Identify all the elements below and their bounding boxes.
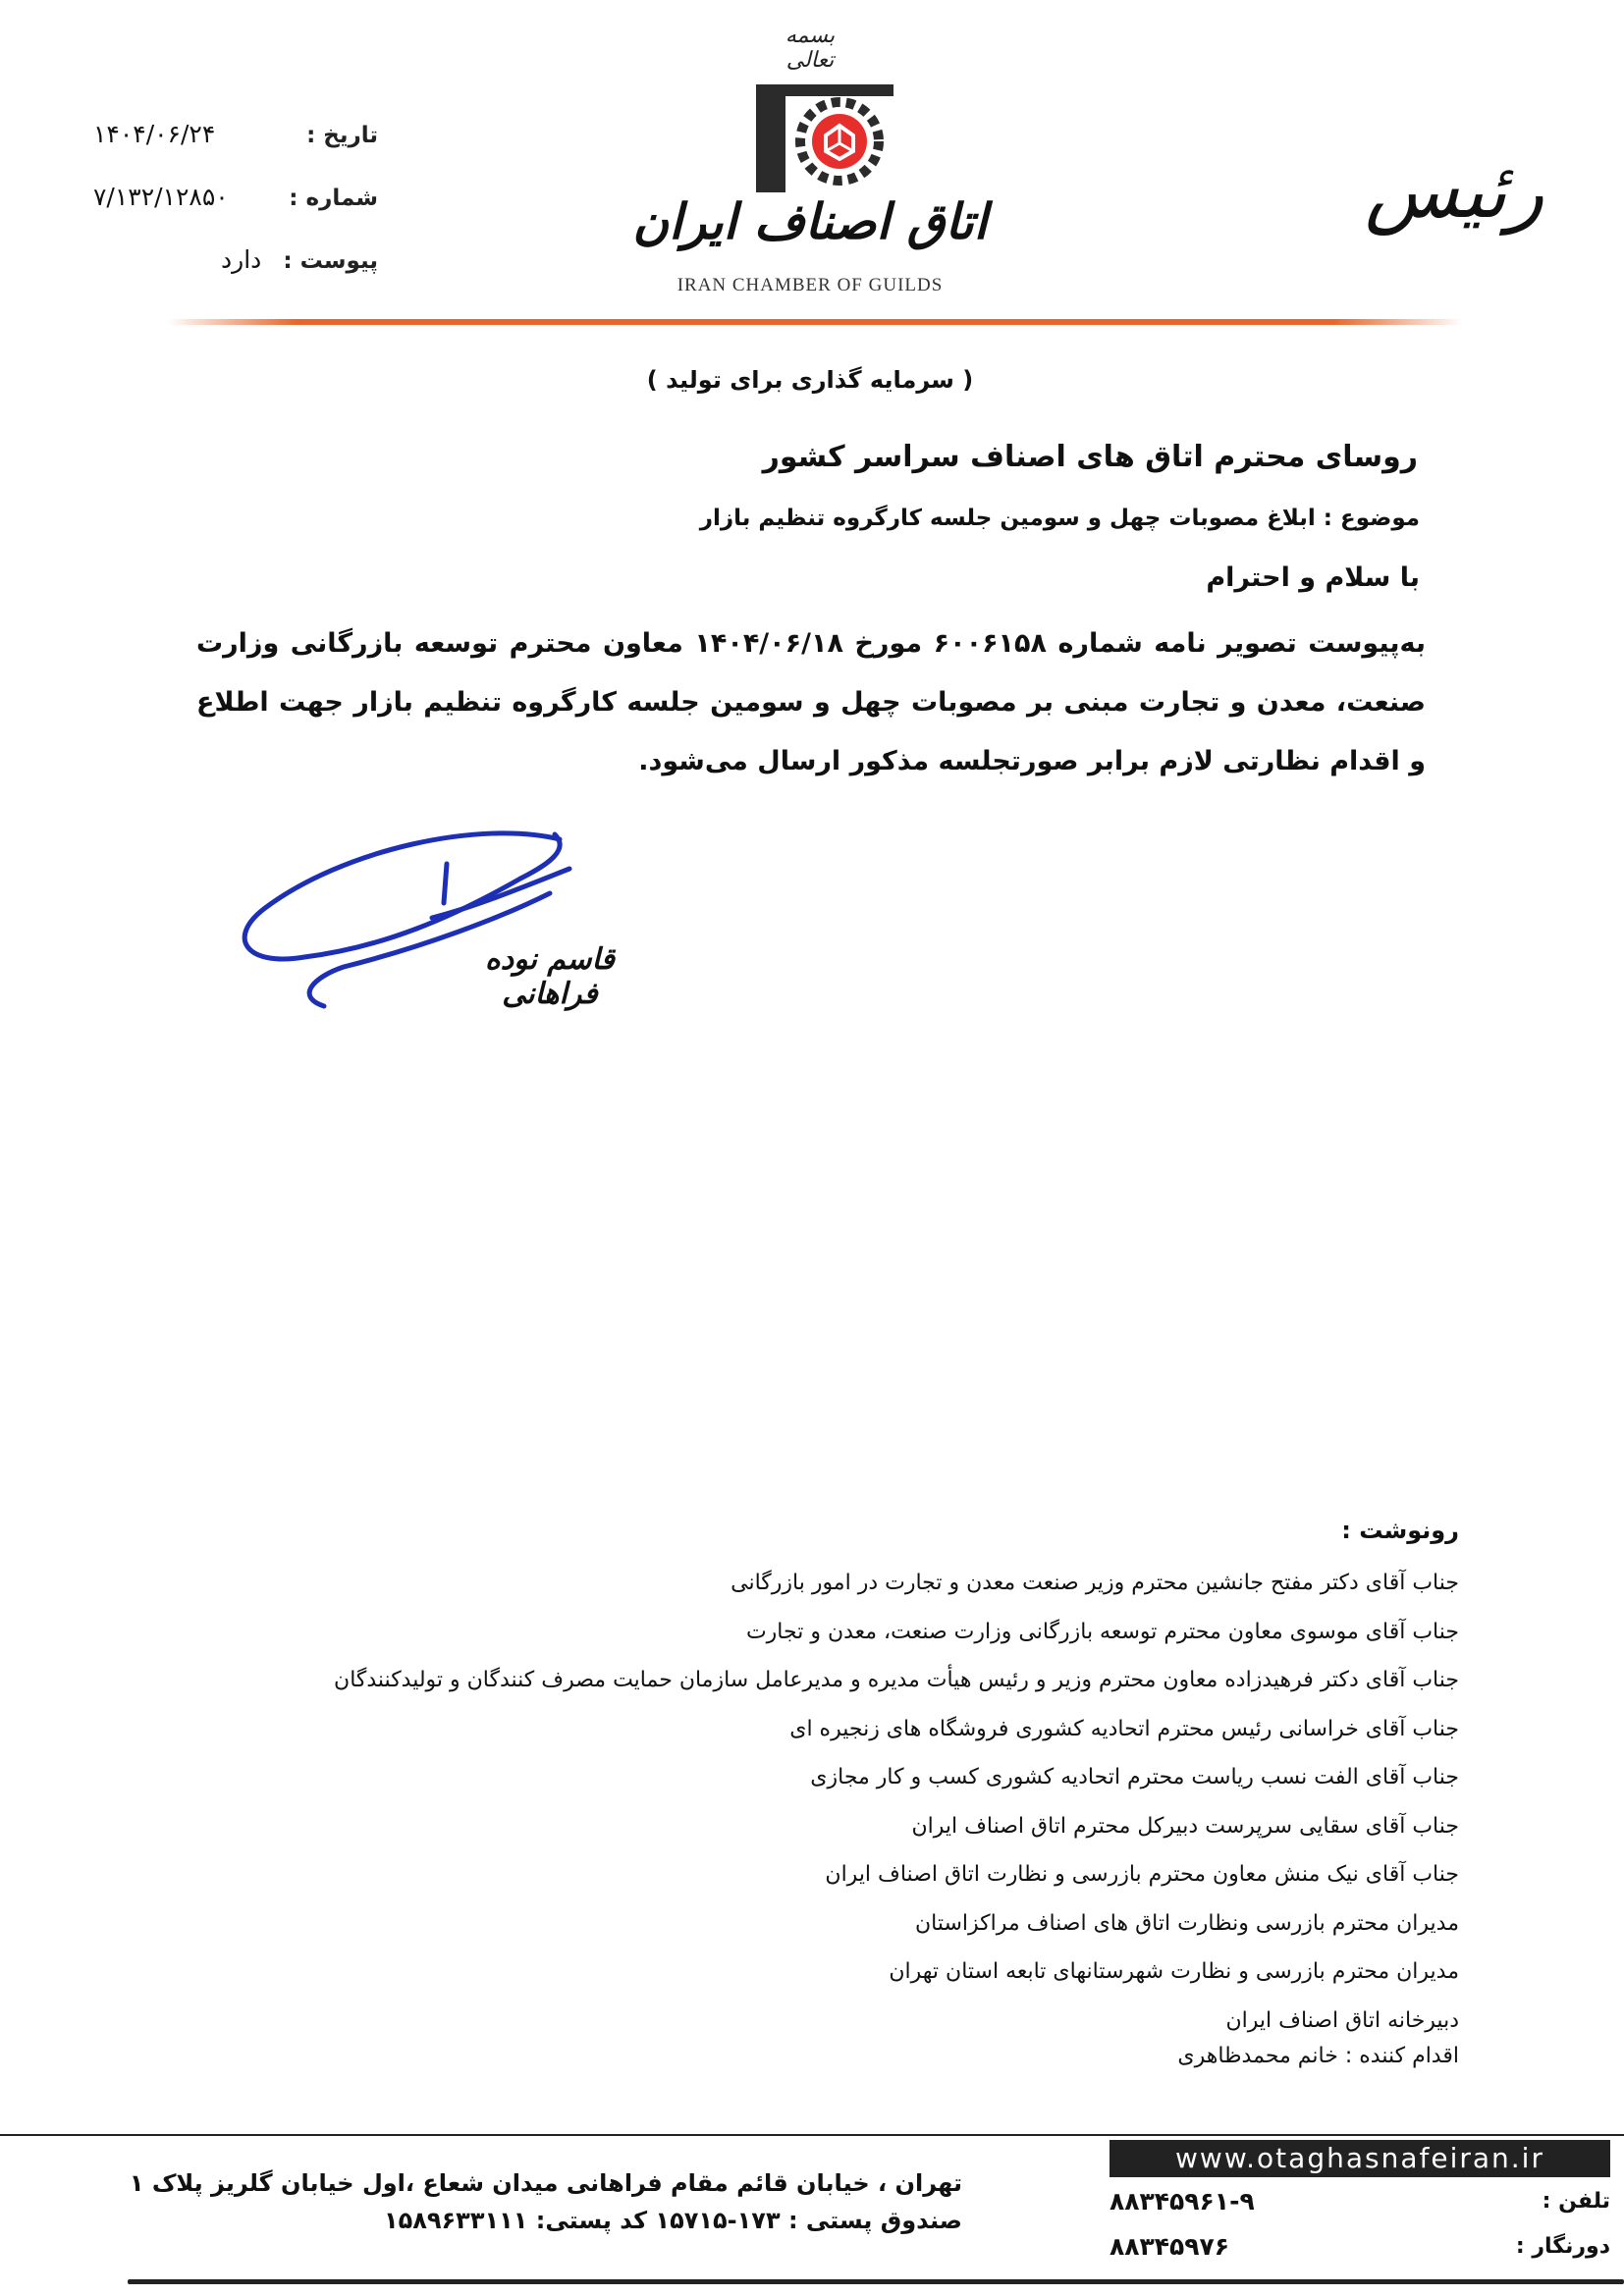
rais-title: رئیس (1365, 147, 1544, 236)
footer-bottom-rule (128, 2279, 1624, 2284)
footer-divider (0, 2134, 1624, 2136)
header-divider (167, 319, 1463, 325)
attachment-value: دارد (221, 245, 262, 274)
slogan: ( سرمایه گذاری برای تولید ) (646, 366, 974, 394)
letter-body: به‌پیوست تصویر نامه شماره ۶۰۰۶۱۵۸ مورخ ۱۴۰۴/۰۶/۱۸ معاون محترم توسعه بازرگانی وزارت صنعت، معدن و تجارت مبنی بر مصوبات چهل و سومین جلسه کارگروه تنظیم بازار جهت اطلاع و اقدام نظارتی لازم برابر صورتجلسه مذکور ارسال می‌شود. (196, 628, 1426, 776)
fax-label: دورنگار : (1515, 2234, 1610, 2259)
cc-item: جناب آقای سقایی سرپرست دبیرکل محترم اتاق اصناف ایران (911, 1813, 1459, 1839)
attachment-label: پیوست : (283, 248, 378, 274)
addressee: روسای محترم اتاق های اصناف سراسر کشور (762, 440, 1418, 474)
cc-item: مدیران محترم بازرسی ونظارت اتاق های اصناف مراکزاستان (914, 1910, 1459, 1936)
date-row (93, 120, 378, 159)
bismillah-text: بسمه تعالی (785, 24, 836, 73)
fax-value: ۸۸۳۴۵۹۷۶ (1110, 2232, 1230, 2261)
cc-item: جناب آقای نیک منش معاون محترم بازرسی و نظارت اتاق اصناف ایران (825, 1862, 1459, 1887)
cc-item: جناب آقای دکتر مفتح جانشین محترم وزیر صنعت معدن و تجارت در امور بازرگانی (731, 1571, 1459, 1595)
address-line-2: صندوق پستی : ۱۷۳-۱۵۷۱۵ کد پستی: ۱۵۸۹۶۳۳۱۱۱ (383, 2207, 962, 2234)
number-row (93, 183, 378, 222)
date-value: ۱۴۰۴/۰۶/۲۴ (93, 120, 216, 148)
cc-title: رونوشت : (1341, 1517, 1459, 1544)
cc-list (153, 1559, 1459, 2045)
phone-value: ۸۸۳۴۵۹۶۱-۹ (1110, 2187, 1255, 2216)
org-name-fa: اتاق اصناف ایران (632, 192, 988, 250)
attachment-row (93, 245, 378, 285)
cc-item: مدیران محترم بازرسی و نظارت شهرستانهای تابعه استان تهران (889, 1959, 1459, 1984)
phone-label: تلفن : (1542, 2189, 1610, 2214)
chamber-logo (746, 84, 893, 192)
cc-item: جناب آقای الفت نسب ریاست محترم اتحادیه کشوری کسب و کار مجازی (810, 1765, 1459, 1789)
cc-item: دبیرخانه اتاق اصناف ایران (1225, 2007, 1459, 2033)
website-link[interactable]: www.otaghasnafeiran.ir (1110, 2140, 1610, 2177)
org-name-en: IRAN CHAMBER OF GUILDS (677, 275, 944, 295)
number-value: ۷/۱۳۲/۱۲۸۵۰ (93, 183, 229, 211)
greeting: با سلام و احترام (1206, 562, 1420, 593)
address-line-1: تهران ، خیابان قائم مقام فراهانی میدان شعاع ،اول خیابان گلریز پلاک ۱ (129, 2169, 962, 2197)
number-label: شماره : (289, 186, 378, 211)
subject-line: موضوع : ابلاغ مصوبات چهل و سومین جلسه کارگروه تنظیم بازار (699, 506, 1420, 531)
date-label: تاریخ : (306, 123, 378, 148)
cc-item: جناب آقای موسوی معاون محترم توسعه بازرگانی وزارت صنعت، معدن و تجارت (745, 1619, 1459, 1644)
cc-item: جناب آقای خراسانی رئیس محترم اتحادیه کشوری فروشگاه های زنجیره ای (789, 1716, 1459, 1741)
signatory-name: قاسم نوده فراهانی (485, 942, 615, 1011)
cc-item: جناب آقای دکتر فرهیدزاده معاون محترم وزیر و رئیس هیأت مدیره و مدیرعامل سازمان حمایت مصرف کنندگان و تولیدکنندگان (334, 1668, 1459, 1692)
actor-line: اقدام کننده : خانم محمدظاهری (1177, 2044, 1459, 2068)
